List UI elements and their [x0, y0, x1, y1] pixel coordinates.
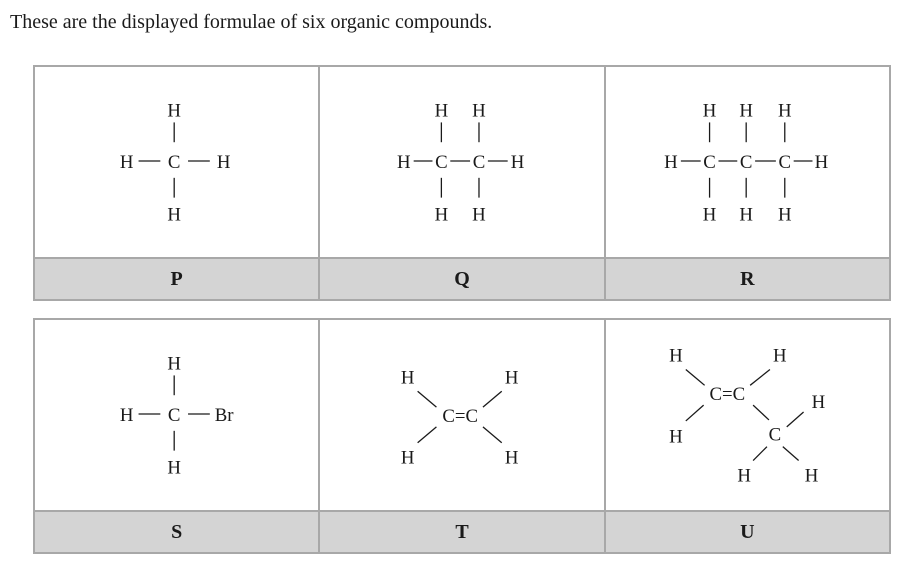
atom-c: C: [768, 424, 781, 446]
atom-h: H: [811, 392, 825, 414]
atom-h: H: [472, 204, 487, 226]
compound-cell-p: [35, 67, 320, 299]
structure-r: [606, 67, 889, 257]
atom-br: Br: [214, 404, 234, 426]
atom-h: H: [167, 204, 181, 226]
atom-h: H: [472, 100, 487, 122]
compound-label-r: R: [606, 257, 889, 299]
atom-h: H: [216, 151, 231, 173]
structure-s: [35, 320, 318, 510]
compound-table-top: [33, 65, 891, 301]
compound-label-s: S: [35, 510, 318, 552]
compound-cell-u: [606, 320, 889, 552]
atom-c: C: [435, 151, 448, 173]
atom-h: H: [401, 367, 415, 389]
atom-h: H: [434, 204, 449, 226]
atom-h: H: [511, 151, 525, 173]
atom-h: H: [777, 100, 792, 122]
atom-h: H: [505, 447, 519, 469]
structure-q: [320, 67, 603, 257]
compound-label-q: Q: [320, 257, 603, 299]
atom-h: H: [119, 151, 134, 173]
atom-h: H: [777, 204, 792, 226]
atom-h: H: [668, 426, 683, 448]
compound-table-bottom: [33, 318, 891, 554]
atom-c: C: [702, 151, 716, 173]
structure-t: [320, 320, 603, 510]
atom-h: H: [119, 404, 134, 426]
atom-h: H: [739, 204, 753, 226]
atom-h: H: [737, 465, 751, 487]
compound-label-t: T: [320, 510, 603, 552]
double-bond-cc: C=C: [709, 384, 745, 406]
atom-h: H: [167, 100, 181, 122]
atom-h: H: [434, 100, 449, 122]
atom-h: H: [505, 367, 519, 389]
atom-h: H: [397, 151, 411, 173]
atom-h: H: [401, 447, 415, 469]
atom-h: H: [663, 151, 678, 173]
atom-h: H: [804, 465, 818, 487]
compound-cell-r: [606, 67, 889, 299]
atom-h: H: [739, 100, 753, 122]
compound-label-u: U: [606, 510, 889, 552]
atom-h: H: [814, 151, 828, 173]
compound-label-p: P: [35, 257, 318, 299]
atom-h: H: [702, 204, 717, 226]
double-bond-cc: C=C: [442, 405, 479, 427]
atom-c: C: [473, 151, 486, 173]
atom-h: H: [167, 353, 181, 375]
compound-cell-q: [320, 67, 605, 299]
atom-c: C: [778, 151, 791, 173]
intro-text: These are the displayed formulae of six organic compounds.: [10, 11, 493, 33]
atom-c: C: [167, 151, 181, 173]
atom-h: H: [772, 345, 787, 367]
structure-u: [606, 320, 889, 510]
compound-cell-t: [320, 320, 605, 552]
atom-h: H: [167, 457, 181, 479]
atom-c: C: [739, 151, 753, 173]
compound-cell-s: [35, 320, 320, 552]
atom-h: H: [702, 100, 717, 122]
atom-c: C: [167, 404, 181, 426]
structure-p: [35, 67, 318, 257]
atom-h: H: [668, 345, 683, 367]
